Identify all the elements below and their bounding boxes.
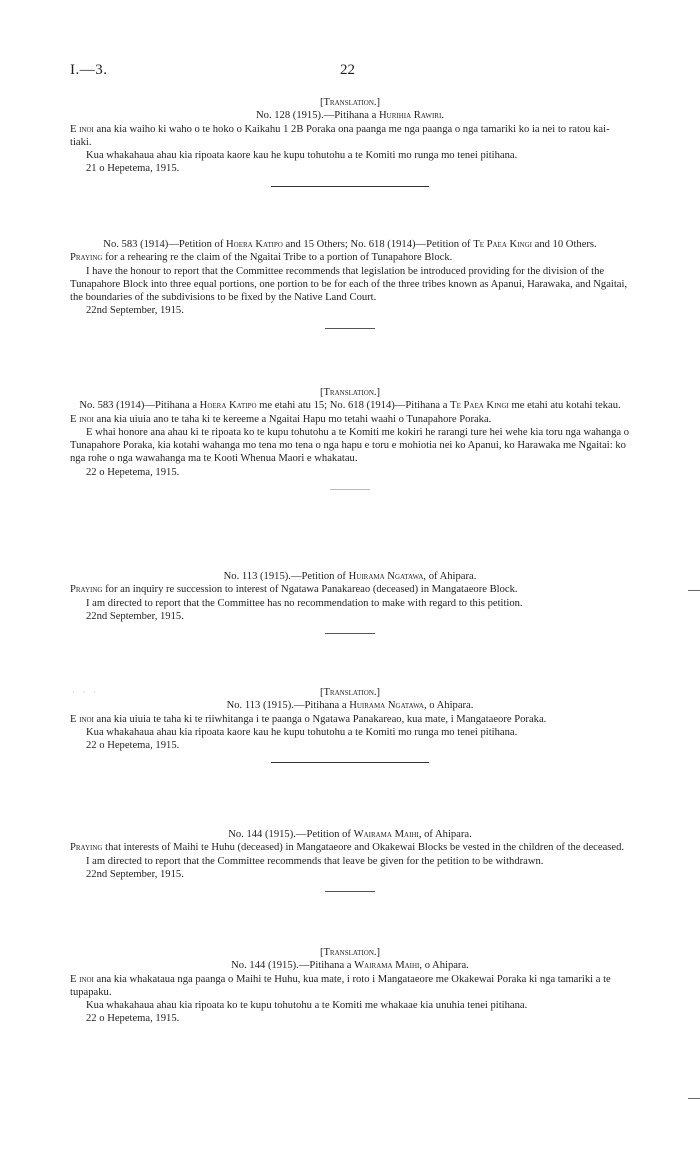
committee-report: Kua whakahaua ahau kia ripoata kaore kau he kupu tohutohu a te Komiti mo runga mo tenei pitihana. <box>86 726 518 738</box>
petition-prayer: E inoi ana kia whakataua nga paanga o Maihi te Huhu, kua mate, i roto i Mangataeore me Okakewai Poraka ki nga tamariki a te tupapaku. <box>70 973 611 998</box>
section-divider <box>325 633 375 634</box>
margin-mark <box>688 1098 700 1099</box>
committee-report: E whai honore ana ahau ki te ripoata ko te kupu tohutohu a te Komiti me kokiri he rarangi ture hei wehe kia toru nga wahanga o Tunapahore Poraka, kia kotahi wahanga mo tena mo tena o nga hapu e toru e mohiotia nei ko Apanui, ko Harawaka me Ngaitai: ko nga rohe o nga wawahanga ma te Kooti Whenua Maori e whakatau. <box>70 426 630 465</box>
section-divider <box>271 186 429 187</box>
petition-prayer: E inoi ana kia uiuia te taha ki te riiwhitanga i te paanga o Ngatawa Panakareao, kua mate, i Mangataeore Poraka. <box>70 713 547 725</box>
petition-heading: No. 583 (1914)—Pitihana a Hoera Katipo me etahi atu 15; No. 618 (1914)—Pitihana a Te Paea Kingi me etahi atu kotahi tekau. <box>79 400 621 412</box>
committee-report: Kua whakahaua ahau kia ripoata ko te kupu tohutohu a te Komiti me whakaae kia unuhia tenei pitihana. <box>86 1000 528 1012</box>
translation-label: [Translation.] <box>319 687 381 698</box>
petition-section <box>70 238 630 329</box>
report-date: 22 o Hepetema, 1915. <box>86 740 180 752</box>
report-date: 22nd September, 1915. <box>86 305 184 317</box>
section-divider <box>330 489 370 490</box>
petitioner-name: Wairama Maihi <box>353 829 419 840</box>
section-divider <box>325 328 375 329</box>
petition-section <box>70 946 630 1026</box>
petition-section <box>70 96 630 187</box>
petition-heading: No. 583 (1914)—Petition of Hoera Katipo and 15 Others; No. 618 (1914)—Petition of Te Paea Kingi and 10 Others. <box>103 239 597 250</box>
translation-label: [Translation.] <box>319 947 381 958</box>
report-date: 22 o Hepetema, 1915. <box>86 466 180 478</box>
section-divider <box>325 891 375 892</box>
margin-mark <box>688 590 700 591</box>
petition-section <box>70 686 630 763</box>
petitioner-name: Hurihia Rawiri <box>379 110 442 122</box>
petition-prayer: Praying for a rehearing re the claim of the Ngaitai Tribe to a portion of Tunapahore Block. <box>70 252 453 264</box>
petitioner-name: Huirama Ngatawa <box>349 700 424 712</box>
petitioner-name: Wairama Maihi <box>354 960 420 972</box>
report-date: 22nd September, 1915. <box>86 868 184 880</box>
committee-report: I am directed to report that the Committee recommends that leave be given for the petition to be withdrawn. <box>86 855 544 867</box>
petition-section <box>70 828 630 892</box>
page-number: 22 <box>340 62 355 78</box>
petition-prayer: E inoi ana kia uiuia ano te taha ki te kereeme a Ngaitai Hapu mo tetahi waahi o Tunapahore Poraka. <box>70 413 492 425</box>
translation-label: [Translation.] <box>319 387 381 398</box>
petition-prayer: E inoi ana kia waiho ki waho o te hoko o Kaikahu 1 2B Poraka ona paanga me nga paanga o nga tamariki ko ia nei to ratou kai-tiaki. <box>70 123 610 148</box>
petition-heading: No. 113 (1915).—Petition of Huirama Ngatawa, of Ahipara. <box>223 571 477 582</box>
petitioner-name: Hoera Katipo <box>226 239 283 250</box>
petition-section <box>70 570 630 634</box>
petition-prayer: Praying that interests of Maihi te Huhu (deceased) in Mangataeore and Okakewai Blocks be vested in the children of the deceased. <box>70 842 625 854</box>
petition-section <box>70 386 630 490</box>
report-date: 21 o Hepetema, 1915. <box>86 163 180 175</box>
petition-heading: No. 128 (1915).—Pitihana a Hurihia Rawiri. <box>256 110 444 122</box>
petitioner-name: Te Paea Kingi <box>473 239 532 250</box>
page-header <box>70 62 630 84</box>
translation-label: [Translation.] <box>319 97 381 108</box>
petition-prayer: Praying for an inquiry re succession to interest of Ngatawa Panakareao (deceased) in Mangataeore Block. <box>70 584 518 596</box>
petition-heading: No. 144 (1915).—Petition of Wairama Maihi, of Ahipara. <box>228 829 472 840</box>
committee-report: I am directed to report that the Committee has no recommendation to make with regard to this petition. <box>86 597 523 609</box>
petitioner-name: Huirama Ngatawa <box>348 571 424 582</box>
section-divider <box>271 762 429 763</box>
scan-speck: · · · <box>72 688 99 697</box>
document-reference: I.—3. <box>70 62 108 78</box>
petition-heading: No. 144 (1915).—Pitihana a Wairama Maihi, o Ahipara. <box>231 960 469 972</box>
petition-heading: No. 113 (1915).—Pitihana a Huirama Ngatawa, o Ahipara. <box>226 700 474 712</box>
committee-report: I have the honour to report that the Committee recommends that legislation be introduced providing for the division of the Tunapahore Block into three equal portions, one portion to be for each of the three tribes known as Apanui, Harawaka, and Ngaitai, the boundaries of the subdivisions to be fixed by the Native Land Court. <box>70 265 628 304</box>
report-date: 22nd September, 1915. <box>86 610 184 622</box>
report-date: 22 o Hepetema, 1915. <box>86 1013 180 1025</box>
petitioner-name: Te Paea Kingi <box>450 400 509 412</box>
committee-report: Kua whakahaua ahau kia ripoata kaore kau he kupu tohutohu a te Komiti mo runga mo tenei pitihana. <box>86 150 518 162</box>
petitioner-name: Hoera Katipo <box>199 400 257 412</box>
